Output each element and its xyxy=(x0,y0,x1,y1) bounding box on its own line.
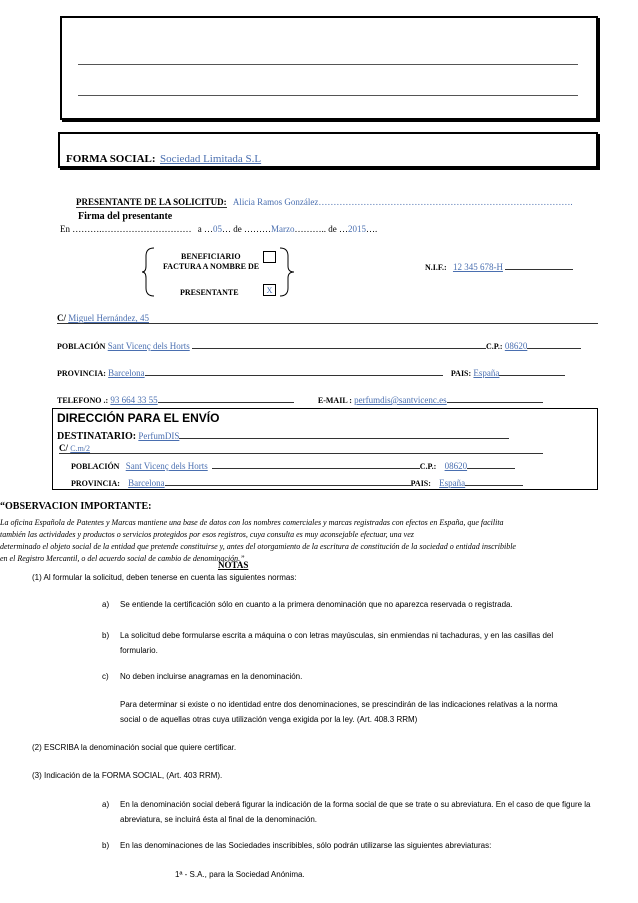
poblacion-label: POBLACIÓN xyxy=(57,342,106,351)
telefono-label: TELEFONO .: xyxy=(57,396,109,405)
nota-3a-line-2: abreviatura, se incluirá ésta al final de la denominación. xyxy=(120,815,318,824)
nota-1c-para-2: social o de aquellas otras cuya utilización venga exigida por la ley. (Art. 408.3 RRM) xyxy=(120,715,418,724)
email-value[interactable]: perfumdis@santvicenc.es xyxy=(354,395,447,405)
factura-a-nombre-de: FACTURA A NOMBRE DE xyxy=(163,262,260,271)
nota-1a: Se entiende la certificación sólo en cuanto a la primera denominación que no aparezca reservada o registrada. xyxy=(120,600,513,609)
presentante-value[interactable]: Alicia Ramos González…………………………………………………………………………. xyxy=(232,197,573,207)
envio-calle-value[interactable]: C.m/2 xyxy=(70,444,91,453)
nota-1b-line-2: formulario. xyxy=(120,646,158,655)
envio-provincia-label: PROVINCIA: xyxy=(71,479,120,488)
nota-1c: No deben incluirse anagramas en la denominación. xyxy=(120,672,303,681)
envio-pais-underline xyxy=(465,477,523,486)
denominacion-line-1[interactable] xyxy=(78,64,578,65)
envio-provincia-row xyxy=(71,477,523,488)
envio-poblacion-label: POBLACIÓN xyxy=(71,462,120,471)
nota-3b-label: b) xyxy=(102,841,110,850)
envio-pais-label: PAIS: xyxy=(410,479,431,488)
nota-1c-label: c) xyxy=(102,672,109,681)
envio-provincia-value[interactable]: Barcelona xyxy=(128,478,165,488)
nota-3: (3) Indicación de la FORMA SOCIAL, (Art. 403 RRM). xyxy=(32,771,223,780)
pais-value[interactable]: España xyxy=(473,368,500,378)
nif-underline xyxy=(505,262,573,270)
fecha-de2: ……….. de … xyxy=(294,224,348,234)
nota-3a-line-1: En la denominación social deberá figurar la indicación de la forma social de que se trate o su abreviatura. En el caso de que figure la xyxy=(120,800,591,809)
nota-1b-line-1: La solicitud debe formularse escrita a máquina o con letras mayúsculas, sin enmiendas ni tachaduras, y en las casillas del xyxy=(120,631,554,640)
destinatario-row xyxy=(57,430,509,442)
presentante-row xyxy=(76,197,573,208)
provincia-label: PROVINCIA: xyxy=(57,369,106,378)
observacion-line-2: también las actividades y productos o servicios protegidos por esos registros, cuya consulta es muy aconsejable efectuar, una vez xyxy=(0,530,414,539)
fecha-prefix: En ……….………………………… xyxy=(60,224,192,234)
envio-cp-value[interactable]: 08620 xyxy=(444,461,468,471)
destinatario-value[interactable]: PerfumDIS xyxy=(138,431,180,441)
denominacion-line-2[interactable] xyxy=(78,95,578,96)
provincia-underline xyxy=(145,367,443,376)
poblacion-value[interactable]: Sant Vicenç dels Horts xyxy=(107,341,190,351)
forma-social-label: FORMA SOCIAL: xyxy=(66,153,156,165)
cp-value[interactable]: 08620 xyxy=(504,341,528,351)
nif-label: N.I.F.: xyxy=(425,263,447,272)
pais-label: PAIS: xyxy=(450,369,472,378)
destinatario-underline xyxy=(179,430,509,439)
factura-beneficiario: BENEFICIARIO xyxy=(181,252,241,261)
poblacion-underline xyxy=(192,340,486,349)
nota-1: (1) Al formular la solicitud, deben tenerse en cuenta las siguientes normas: xyxy=(32,573,297,582)
nif-value[interactable]: 12 345 678-H xyxy=(452,262,503,272)
telefono-value[interactable]: 93 664 33 55 xyxy=(110,395,158,405)
fecha-year[interactable]: 2015 xyxy=(348,224,366,234)
nota-2: (2) ESCRIBA la denominación social que quiere certificar. xyxy=(32,743,237,752)
envio-poblacion-value[interactable]: Sant Vicenç dels Horts xyxy=(125,461,208,471)
envio-calle-row[interactable] xyxy=(59,443,543,454)
destinatario-label: DESTINATARIO: xyxy=(57,431,137,442)
envio-cp-underline xyxy=(467,460,515,469)
notas-title: NOTAS xyxy=(218,560,249,570)
beneficiario-checkbox[interactable] xyxy=(263,251,276,263)
envio-title: DIRECCIÓN PARA EL ENVÍO xyxy=(57,411,220,425)
envio-poblacion-row xyxy=(71,460,515,471)
envio-provincia-underline xyxy=(165,477,411,486)
presentante-check-mark: X xyxy=(266,286,273,295)
email-label: E-MAIL : xyxy=(317,396,352,405)
nota-1a-label: a) xyxy=(102,600,110,609)
denominacion-box xyxy=(60,16,598,120)
envio-pais-value[interactable]: España xyxy=(439,478,466,488)
factura-presentante: PRESENTANTE xyxy=(180,288,239,297)
firma-label: Firma del presentante xyxy=(78,211,173,222)
fecha-de1: … de ……… xyxy=(222,224,271,234)
presentante-checkbox[interactable] xyxy=(263,284,276,296)
fecha-a: a … xyxy=(197,224,213,234)
nota-1c-para-1: Para determinar si existe o no identidad entre dos denominaciones, se prescindirán de las indicaciones relativas a la norma xyxy=(120,700,558,709)
nif-row xyxy=(425,262,573,272)
calle-row[interactable] xyxy=(57,313,598,324)
fecha-suffix: …. xyxy=(366,224,378,234)
forma-social-value[interactable]: Sociedad Limitada S.L xyxy=(160,153,262,165)
pais-underline xyxy=(499,367,565,376)
nota-1b-label: b) xyxy=(102,631,110,640)
cp-underline xyxy=(527,340,581,349)
poblacion-row xyxy=(57,340,598,351)
email-underline xyxy=(447,394,543,403)
envio-box xyxy=(52,408,598,490)
calle-value[interactable]: Miguel Hernández, 45 xyxy=(68,313,149,323)
envio-cp-label: C.P.: xyxy=(419,462,437,471)
nota-footer: 1ª - S.A., para la Sociedad Anónima. xyxy=(175,870,305,879)
cp-label: C.P.: xyxy=(485,342,503,351)
fecha-row xyxy=(60,224,377,234)
calle-label: C/ xyxy=(57,313,66,323)
envio-poblacion-underline xyxy=(212,460,420,469)
observacion-line-3: determinado el objeto social de la entidad que pretende constituirse y, antes del otorgamiento de la escritura de constitución de la sociedad o entidad inscribible xyxy=(0,542,516,551)
observacion-line-4: en el Registro Mercantil, o del acuerdo social de cambio de denominación.” xyxy=(0,554,245,563)
envio-calle-label: C/ xyxy=(59,443,68,453)
observacion-title: “OBSERVACION IMPORTANTE: xyxy=(0,501,152,512)
presentante-label: PRESENTANTE DE LA SOLICITUD: xyxy=(76,197,227,207)
fecha-day[interactable]: 05 xyxy=(213,224,222,234)
nota-3b: En las denominaciones de las Sociedades inscribibles, sólo podrán utilizarse las siguientes abreviaturas: xyxy=(120,841,492,850)
observacion-line-1: La oficina Española de Patentes y Marcas mantiene una base de datos con los nombres comerciales y marcas registradas con efectos en España, que facilita xyxy=(0,518,504,527)
provincia-value[interactable]: Barcelona xyxy=(108,368,145,378)
observacion-text xyxy=(0,517,638,565)
fecha-month[interactable]: Marzo xyxy=(271,224,295,234)
nota-3a-label: a) xyxy=(102,800,110,809)
forma-social-box xyxy=(58,132,598,168)
telefono-row xyxy=(57,394,598,405)
provincia-row xyxy=(57,367,598,378)
telefono-underline xyxy=(158,394,294,403)
